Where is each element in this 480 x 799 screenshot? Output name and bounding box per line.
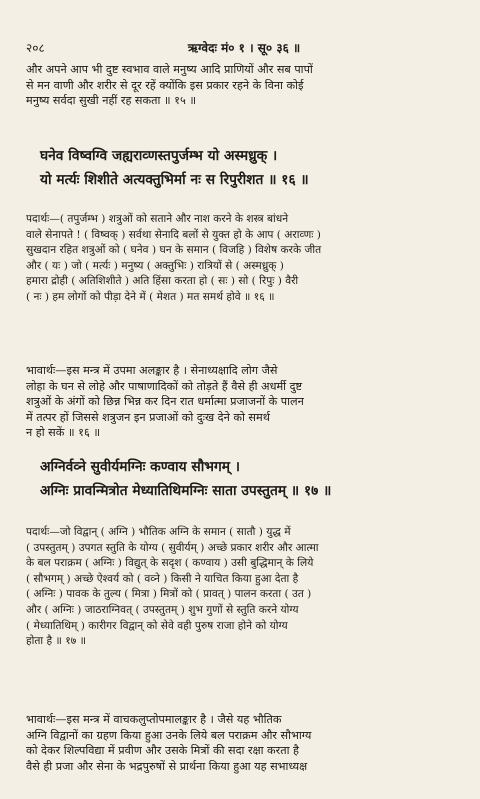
text-line: वाले सेनापते ! ( विष्वक् ) सर्वथा सेनादि बलों से युक्त हो के आप ( अराव्णः ) (26, 228, 321, 241)
text-line: के बल पराक्रम ( अग्निः ) विद्युत् के सदृश ( कण्वाय ) उसी बुद्धिमान् के लिये (26, 557, 314, 570)
page-number: २०८ (26, 41, 45, 55)
text-line: को देकर शिल्पविद्या में प्रवीण और उसके मित्रों की सदा रक्षा करता है (26, 744, 299, 757)
text-line: और ( अग्निः ) जाठराग्निवत् ( उपस्तुतम् ) शुभ गुणों से स्तुति करने योग्य (26, 603, 299, 616)
bhavartha-16 (26, 363, 462, 441)
running-reference: ऋग्वेदः मं० १ । सू० ३६ ॥ (187, 41, 301, 55)
verse-line: यो मर्त्यः शिशीते अत्यक्तुभिर्मा नः स रिपुरीशत ॥ १६ ॥ (40, 172, 309, 188)
text-line: हमारा द्रोही ( अतिशिशीते ) अति हिंसा करता हो ( सः ) सो ( रिपुः ) वैरी (26, 275, 299, 288)
text-line: लोहा के घन से लोहे और पाषाणादिकों को तोड़ते हैं वैसे ही अधर्मी दुष्ट (26, 379, 303, 393)
text-line: ( मेध्यातिथिम् ) कारीगर विद्वान् को सेवे वही पुरुष राजा होने को योग्य (26, 619, 288, 632)
text-line: और अपने आप भी दुष्ट स्वभाव वाले मनुष्य आदि प्राणियों और सब पापों (26, 63, 313, 76)
text-line: पदार्थः—जो विद्वान् ( अग्नि ) भौतिक अग्नि के समान ( सातौ ) युद्ध में (26, 526, 291, 538)
text-line: ( उपस्तुतम् ) उपगत स्तुति के योग्य ( सुवीर्यम् ) अच्छे प्रकार शरीर और आत्मा (26, 541, 319, 554)
text-line: भावार्थः—इस मन्त्र में उपमा अलङ्कार है । सेनाध्यक्षादि लोग जैसे (26, 364, 278, 377)
text-line: पदार्थः—( तपुर्जम्भ ) शत्रुओं को सताने और नाश करने के शस्त्र बांधने (26, 213, 289, 225)
text-line: न हो सकें ॥ १६ ॥ (26, 426, 101, 439)
verse-line: घनेव विष्वग्वि जह्यराव्णस्तपुर्जम्भ यो अस्मध्रुक् । (40, 148, 278, 164)
padartha-16 (26, 212, 462, 306)
text-line: होता है ॥ १७ ॥ (26, 635, 86, 648)
padartha-17 (26, 525, 462, 650)
text-line: सुखदान रहित शत्रुओं को ( घनेव ) घन के समान ( विजहि ) विशेष करके जीत (26, 244, 322, 257)
text-line: ( नः ) हम लोगों को पीड़ा देने में ( मेशत ) मत समर्थ होवे ॥ १६ ॥ (26, 290, 275, 303)
text-line: ( सौभगम् ) अच्छे ऐश्वर्य को ( वव्ने ) किसी ने याचित किया हुआ देता है (26, 572, 299, 585)
text-line: में तत्पर हों जिससे शत्रुजन इन प्रजाओं को दुःख देने को समर्थ (26, 410, 270, 424)
text-line: और ( यः ) जो ( मर्त्यः ) मनुष्य ( अक्तुभिः ) रात्रियों से ( अस्मध्रुक् ) (26, 259, 284, 272)
text-line: से मन वाणी और शरीर से दूर रहें क्योंकि इस प्रकार रहने के विना कोई (26, 78, 304, 92)
verse-line: अग्निः प्रावन्मित्रोत मेध्यातिथिमग्निः साता उपस्तुतम् ॥ १७ ॥ (40, 483, 332, 499)
text-line: अग्नि विद्वानों का ग्रहण किया हुआ उनके लिये बल पराक्रम और सौभाग्य (26, 728, 312, 742)
text-line: भावार्थः—इस मन्त्र में वाचकलुप्तोपमालङ्कार है । जैसे यह भौतिक (26, 713, 282, 726)
text-line: शत्रुओं के अंगों को छिन्न भिन्न कर दिन रात धर्मात्मा प्रजाजनों के पालन (26, 395, 304, 408)
page-header (26, 40, 462, 56)
mantra-17 (40, 455, 462, 503)
continuation-paragraph (26, 62, 462, 109)
text-line: ( अग्निः ) पावक के तुल्य ( मित्रा ) मित्रों को ( प्रावत् ) पालन करता ( उत ) (26, 588, 312, 601)
text-line: वैसे ही प्रजा और सेना के भद्रपुरुषों से प्रार्थना किया हुआ यह सभाध्यक्ष (26, 759, 308, 773)
verse-line: अग्निर्वव्ने सुवीर्यमग्निः कण्वाय सौभगम् । (40, 459, 241, 475)
text-line: मनुष्य सर्वदा सुखी नहीं रह सकता ॥ १५ ॥ (26, 94, 197, 107)
mantra-16 (40, 144, 462, 192)
bhavartha-17 (26, 712, 462, 774)
